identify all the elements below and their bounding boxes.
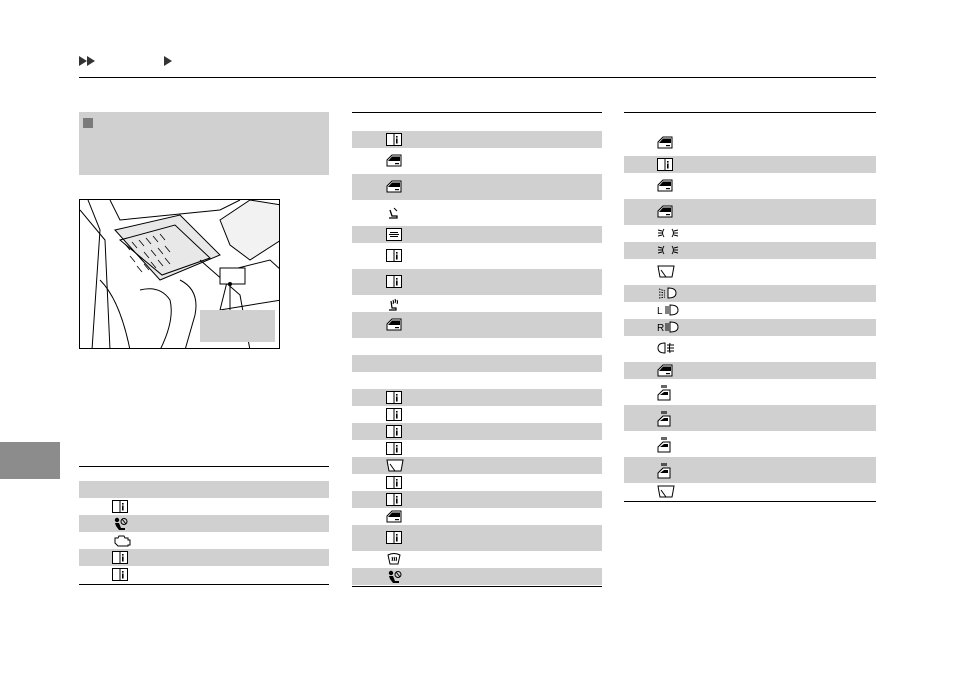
headlight-icon [657,287,671,299]
table-left [79,466,329,594]
info-box [79,112,329,175]
table-top-rule [624,112,876,113]
seat-icon [386,206,400,218]
manual-icon [112,551,126,563]
table-row [624,225,876,242]
table-row [352,491,602,508]
window-icon [657,411,671,423]
table-row [624,302,876,319]
manual-icon [657,158,671,170]
table-row [352,148,602,174]
table-row [352,200,602,226]
table-row [352,243,602,269]
wiper-icon [657,485,671,497]
table-row [352,312,602,338]
table-middle [352,112,602,592]
table-row [352,508,602,525]
seat-heater-icon [386,297,400,309]
double-arrow-icon [87,56,95,66]
manual-icon [386,476,400,488]
table-row [352,269,602,295]
door-icon [657,364,671,376]
table-row [624,483,876,500]
table-row [624,242,876,259]
table-row [624,173,876,199]
table-row [352,372,602,389]
table-row [624,156,876,173]
table-row [624,431,876,457]
manual-icon [386,493,400,505]
airbag-icon [112,517,126,529]
table-row [79,549,329,566]
window-icon [657,463,671,475]
svg-text:L: L [657,306,663,316]
table-row [624,199,876,225]
table-row [79,515,329,532]
svg-text:R: R [657,323,665,333]
table-row [352,389,602,406]
section-marker-icon [83,118,93,128]
wiper-icon [657,265,671,277]
table-row [624,379,876,405]
table-row [352,338,602,355]
door-icon [386,510,400,522]
manual-icon [386,249,400,261]
manual-icon [386,408,400,420]
table-top-rule [79,466,329,467]
airbag-icon [386,570,400,582]
table-row [79,498,329,515]
defroster-icon [386,553,400,565]
table-right [624,112,876,504]
table-row [352,423,602,440]
manual-icon [386,275,400,287]
table-row [624,319,876,336]
table-top-rule [352,112,602,113]
table-row [624,259,876,285]
table-row [352,226,602,243]
door-icon [386,318,400,330]
table-row [352,406,602,423]
manual-icon [386,531,400,543]
table-bottom-rule [624,501,876,502]
table-row [79,566,329,583]
table-row [352,355,602,372]
table-row [624,130,876,156]
table-row [352,525,602,551]
fuse-box-photo [79,199,280,349]
fog-light-icon [657,342,671,354]
door-icon [386,180,400,192]
table-row [624,362,876,379]
door-icon [657,179,671,191]
table-row [352,551,602,568]
door-icon [657,205,671,217]
display-icon [386,228,400,240]
table-row [352,568,602,585]
table-row [624,405,876,431]
headlight-right-icon [657,321,671,333]
manual-icon [386,442,400,454]
table-row [79,481,329,498]
side-lights-icon [657,244,671,256]
arrow-icon [164,56,172,66]
table-row [352,174,602,200]
manual-icon [112,500,126,512]
table-row [624,285,876,302]
table-row [352,457,602,474]
breadcrumb [79,56,172,66]
double-arrow-icon [79,56,87,66]
table-row [79,532,329,549]
window-icon [657,437,671,449]
manual-icon [386,133,400,145]
headlight-left-icon [657,304,671,316]
manual-icon [386,391,400,403]
door-icon [657,136,671,148]
table-row [352,131,602,148]
door-icon [386,154,400,166]
engine-icon [112,534,126,546]
table-row [352,295,602,312]
table-row [624,336,876,362]
window-icon [657,385,671,397]
header-rule [79,77,876,78]
table-row [624,457,876,483]
side-lights-icon [657,227,671,239]
table-bottom-rule [79,584,329,585]
table-row [352,440,602,457]
manual-icon [386,425,400,437]
chapter-tab[interactable] [0,442,60,479]
table-bottom-rule [352,586,602,587]
table-row [352,474,602,491]
manual-icon [112,568,126,580]
fuse-box-illustration [80,200,280,349]
wiper-icon [386,459,400,471]
